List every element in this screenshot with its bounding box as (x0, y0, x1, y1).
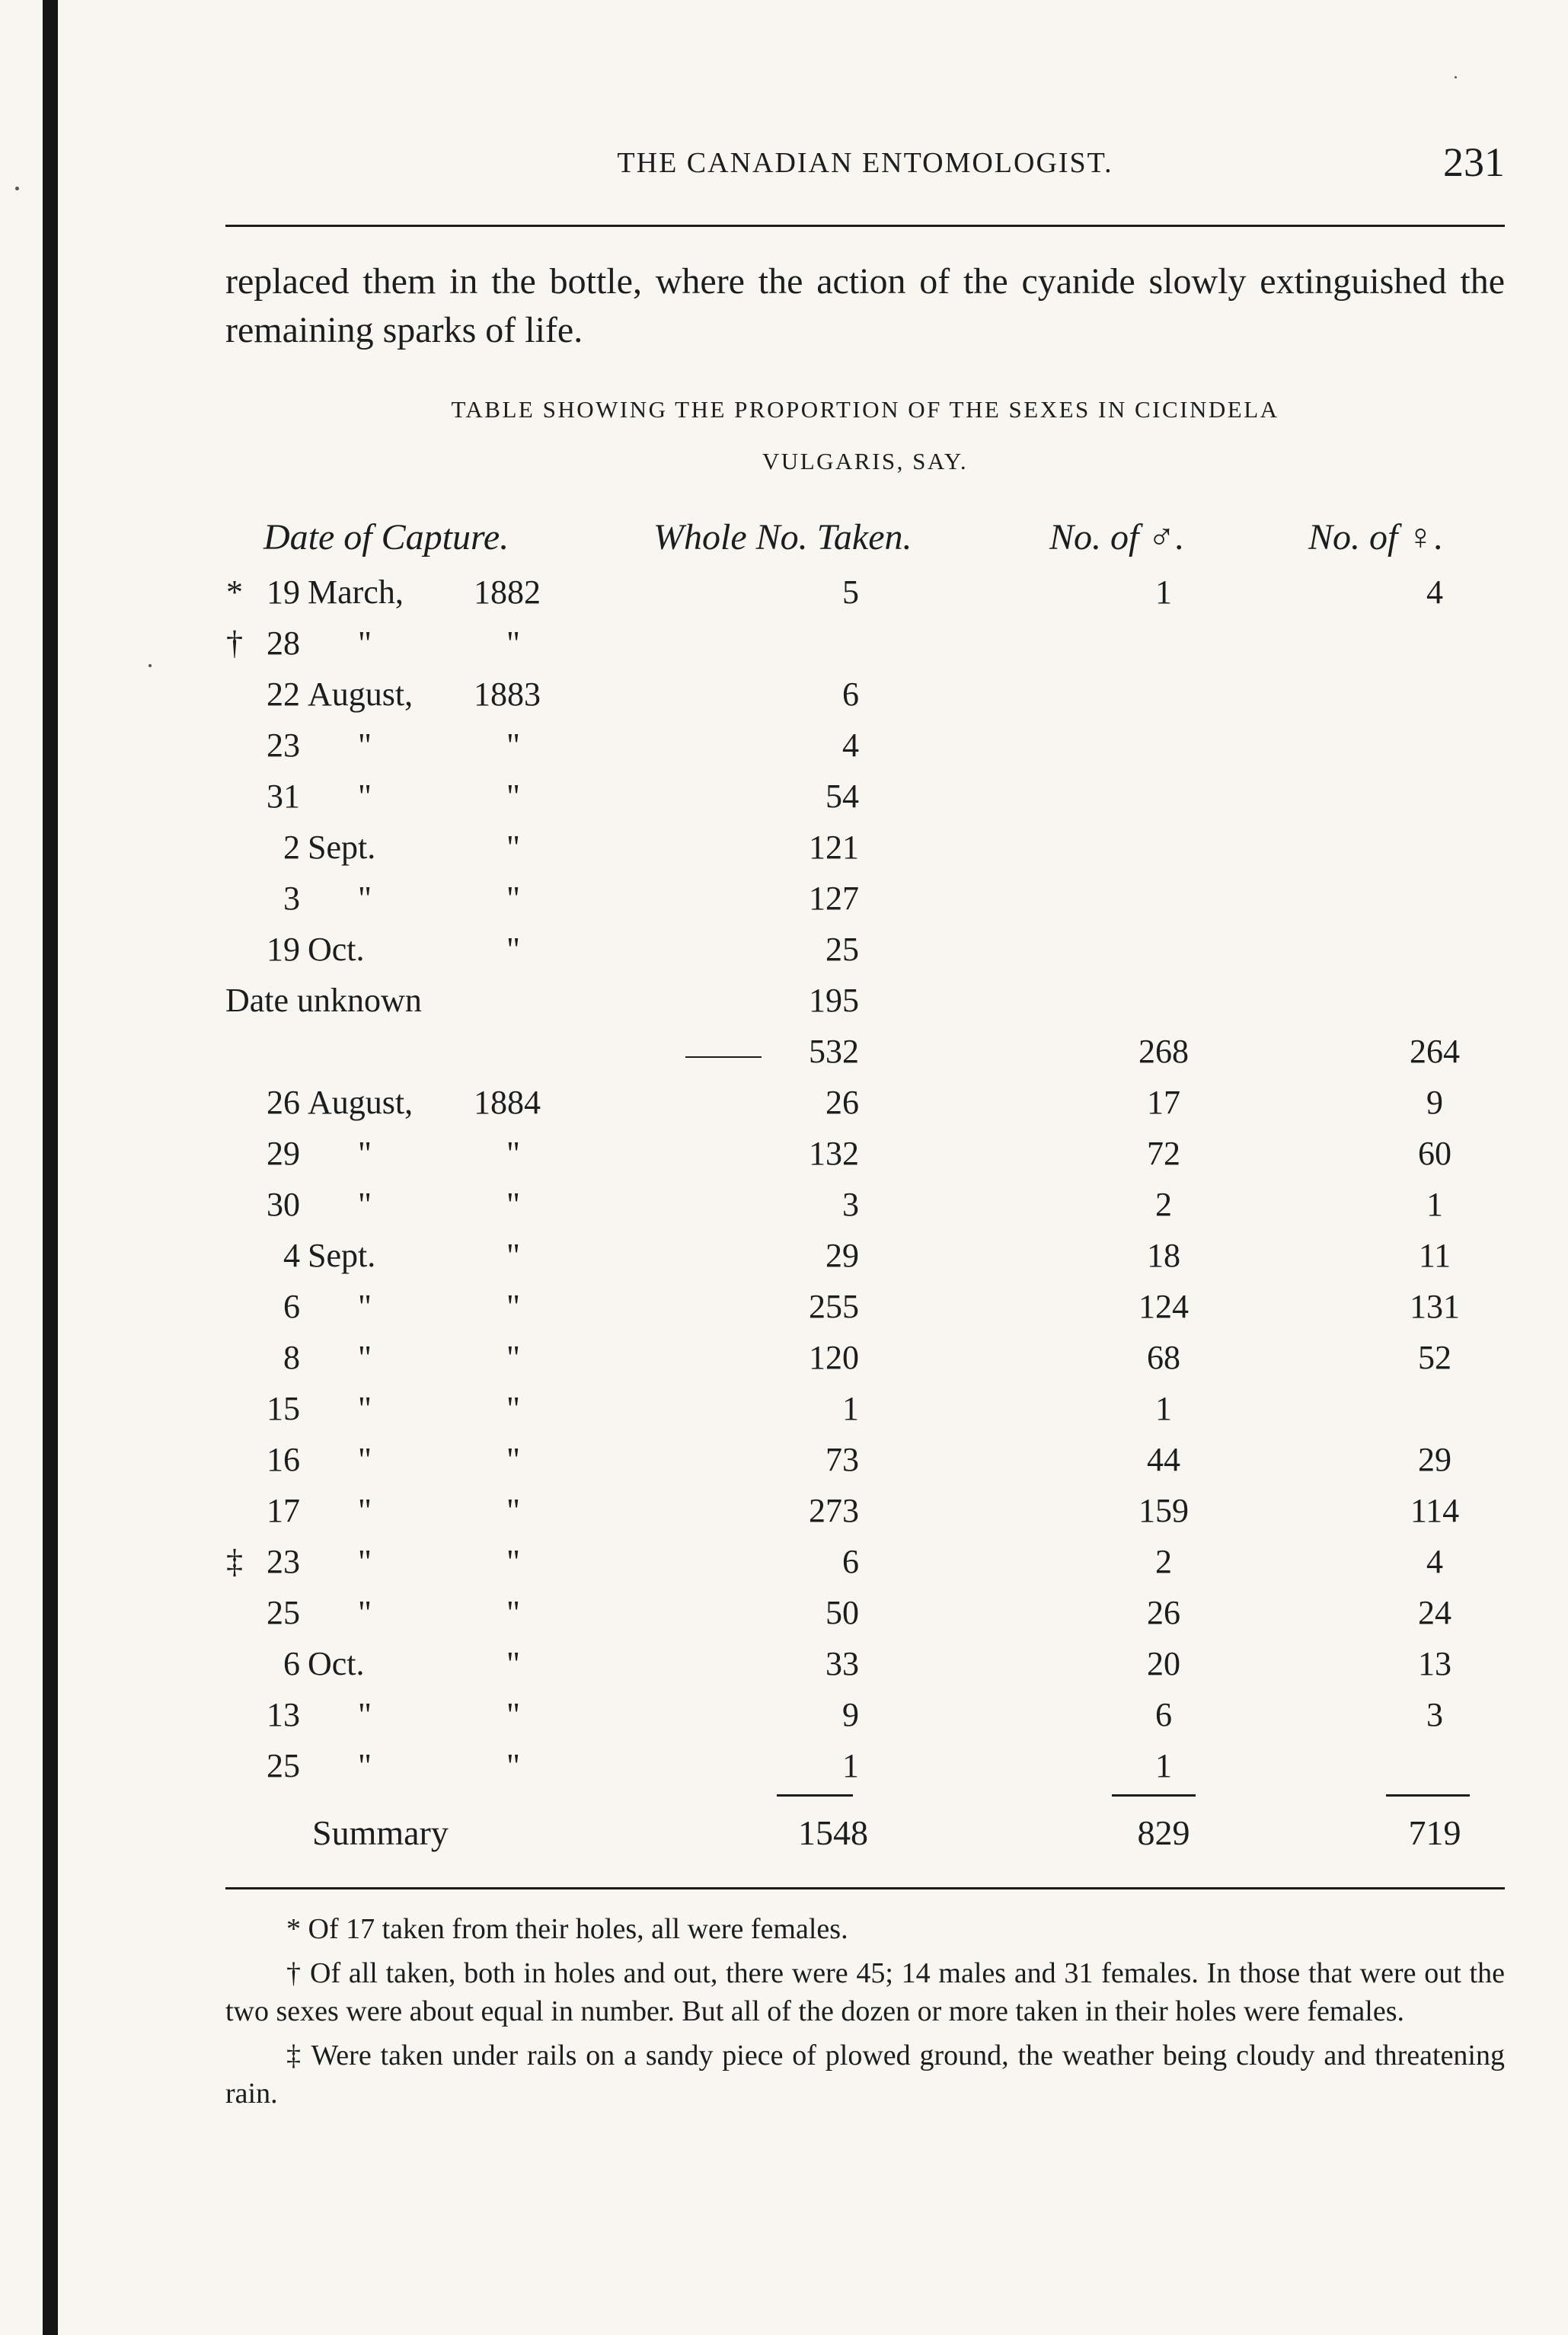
cell-whole: 1 (842, 1390, 859, 1427)
cell-year: " (506, 1237, 520, 1274)
cell-whole: 132 (809, 1135, 859, 1172)
table-row (0, 726, 1568, 777)
table-row (0, 828, 1568, 879)
table-row (0, 1185, 1568, 1236)
row-label: Date unknown (225, 982, 422, 1019)
table-row (0, 879, 1568, 930)
table-row (0, 624, 1568, 675)
cell-day: 19 (267, 573, 300, 611)
cell-day: 22 (267, 676, 300, 713)
cell-males: 2 (1155, 1186, 1172, 1223)
ink-speck (1455, 76, 1457, 78)
cell-year: " (506, 624, 520, 662)
footnote-1: * Of 17 taken from their holes, all were females. (286, 1913, 848, 1945)
cell-females: 11 (1418, 1237, 1451, 1274)
table-row (0, 1491, 1568, 1542)
cell-year: 1883 (474, 676, 541, 713)
cell-whole: 4 (842, 727, 859, 764)
page-number: 231 (1443, 139, 1505, 185)
cell-whole: 26 (826, 1084, 859, 1121)
table-bottom-rule (225, 1887, 1505, 1889)
cell-year: " (506, 1441, 520, 1478)
cell-males: 1 (1155, 1390, 1172, 1427)
cell-females: 52 (1418, 1339, 1451, 1376)
cell-month: August, (308, 676, 414, 713)
cell-whole: 50 (826, 1594, 859, 1631)
subtotal-row (0, 1032, 1568, 1083)
page-header (225, 139, 1505, 192)
cell-females: 1 (1426, 1186, 1443, 1223)
table-row (0, 1695, 1568, 1746)
cell-day: 16 (267, 1441, 300, 1478)
cell-year: " (506, 1543, 520, 1580)
table-row (0, 777, 1568, 828)
cell-whole: 9 (842, 1696, 859, 1733)
cell-whole: 3 (842, 1186, 859, 1223)
cell-males: 1 (1155, 573, 1172, 611)
cell-females: 4 (1426, 573, 1443, 611)
cell-day: 6 (283, 1645, 300, 1682)
cell-males: 17 (1147, 1084, 1180, 1121)
cell-females: 264 (1410, 1033, 1460, 1070)
header-rule (225, 225, 1505, 227)
table-body (0, 573, 1568, 1797)
table-caption-line-1: TABLE SHOWING THE PROPORTION OF THE SEXES IN CICINDELA (451, 396, 1279, 423)
cell-year: 1884 (474, 1084, 541, 1121)
cell-year: " (506, 1645, 520, 1682)
ink-speck (15, 187, 19, 190)
cell-day: 26 (267, 1084, 300, 1121)
cell-month: " (358, 1186, 372, 1223)
cell-year: " (506, 1135, 520, 1172)
cell-males: 72 (1147, 1135, 1180, 1172)
column-header-males: No. of ♂. (1049, 517, 1185, 557)
summary-rule-whole (777, 1794, 853, 1797)
summary-label: Summary (312, 1813, 449, 1852)
cell-day: 4 (283, 1237, 300, 1274)
cell-year: " (506, 880, 520, 917)
cell-month: " (358, 1339, 372, 1376)
cell-whole: 120 (809, 1339, 859, 1376)
cell-whole: 29 (826, 1237, 859, 1274)
cell-males: 18 (1147, 1237, 1180, 1274)
cell-whole: 33 (826, 1645, 859, 1682)
cell-month: August, (308, 1084, 414, 1121)
footnote-mark: † (226, 624, 243, 662)
cell-year: " (506, 1696, 520, 1733)
footnote-3: ‡ Were taken under rails on a sandy piece of plowed ground, the weather being cloudy and threatening rain. (225, 2040, 1505, 2110)
cell-day: 25 (267, 1747, 300, 1784)
cell-males: 20 (1147, 1645, 1180, 1682)
cell-month: Sept. (308, 1237, 376, 1274)
cell-month: Sept. (308, 829, 376, 866)
cell-year: " (506, 1492, 520, 1529)
cell-males: 268 (1138, 1033, 1189, 1070)
cell-year: " (506, 1339, 520, 1376)
table-row (0, 1134, 1568, 1185)
cell-month: " (358, 1492, 372, 1529)
cell-year: " (506, 727, 520, 764)
table-row (0, 1542, 1568, 1593)
cell-females: 24 (1418, 1594, 1451, 1631)
cell-whole: 195 (809, 982, 859, 1019)
cell-year: " (506, 1186, 520, 1223)
cell-month: March, (308, 573, 404, 611)
column-header-whole: Whole No. Taken. (653, 517, 912, 557)
cell-day: 23 (267, 727, 300, 764)
cell-day: 6 (283, 1288, 300, 1325)
cell-month: " (358, 1747, 372, 1784)
table-row (0, 1287, 1568, 1338)
cell-whole: 121 (809, 829, 859, 866)
table-row (0, 1746, 1568, 1797)
table-row (0, 1389, 1568, 1440)
cell-males: 124 (1138, 1288, 1189, 1325)
table-row (0, 1236, 1568, 1287)
cell-month: " (358, 1594, 372, 1631)
table-row (0, 1644, 1568, 1695)
cell-day: 31 (267, 778, 300, 815)
cell-day: 17 (267, 1492, 300, 1529)
cell-females: 60 (1418, 1135, 1451, 1172)
cell-month: " (358, 1390, 372, 1427)
cell-males: 1 (1155, 1747, 1172, 1784)
summary-males: 829 (1137, 1813, 1190, 1852)
footnotes (225, 1910, 1505, 2119)
cell-whole: 532 (809, 1033, 859, 1070)
running-title: THE CANADIAN ENTOMOLOGIST. (617, 147, 1113, 179)
table-row (0, 573, 1568, 624)
cell-males: 2 (1155, 1543, 1172, 1580)
cell-females: 3 (1426, 1696, 1443, 1733)
cell-month: " (358, 1696, 372, 1733)
cell-month: " (358, 778, 372, 815)
cell-month: " (358, 727, 372, 764)
table-row (0, 1440, 1568, 1491)
table-row (0, 1593, 1568, 1644)
cell-day: 25 (267, 1594, 300, 1631)
cell-whole: 273 (809, 1492, 859, 1529)
summary-rule-females (1386, 1794, 1470, 1797)
table-row (0, 1338, 1568, 1389)
cell-month: Oct. (308, 1645, 365, 1682)
subtotal-dash (685, 1056, 762, 1058)
summary-whole: 1548 (798, 1813, 868, 1852)
cell-males: 159 (1138, 1492, 1189, 1529)
cell-day: 3 (283, 880, 300, 917)
cell-month: " (358, 1543, 372, 1580)
cell-year: " (506, 1747, 520, 1784)
cell-whole: 127 (809, 880, 859, 917)
cell-month: " (358, 1288, 372, 1325)
summary-row (0, 1813, 1568, 1866)
cell-whole: 6 (842, 676, 859, 713)
cell-month: " (358, 1441, 372, 1478)
cell-year: " (506, 829, 520, 866)
summary-females: 719 (1408, 1813, 1461, 1852)
table-row (0, 930, 1568, 981)
cell-month: " (358, 880, 372, 917)
footnote-mark: * (226, 573, 243, 611)
cell-year: " (506, 1390, 520, 1427)
cell-month: " (358, 624, 372, 662)
cell-whole: 73 (826, 1441, 859, 1478)
cell-whole: 25 (826, 931, 859, 968)
cell-females: 4 (1426, 1543, 1443, 1580)
summary-rules (0, 1794, 1568, 1799)
table-row (0, 675, 1568, 726)
summary-rule-males (1112, 1794, 1196, 1797)
cell-males: 68 (1147, 1339, 1180, 1376)
cell-whole: 54 (826, 778, 859, 815)
cell-day: 19 (267, 931, 300, 968)
cell-whole: 255 (809, 1288, 859, 1325)
cell-whole: 1 (842, 1747, 859, 1784)
cell-year: " (506, 1288, 520, 1325)
cell-females: 114 (1410, 1492, 1460, 1529)
column-header-date: Date of Capture. (263, 517, 509, 557)
table-row (0, 1083, 1568, 1134)
cell-day: 8 (283, 1339, 300, 1376)
cell-females: 13 (1418, 1645, 1451, 1682)
cell-year: 1882 (474, 573, 541, 611)
cell-males: 6 (1155, 1696, 1172, 1733)
cell-whole: 6 (842, 1543, 859, 1580)
cell-day: 15 (267, 1390, 300, 1427)
cell-day: 2 (283, 829, 300, 866)
cell-day: 23 (267, 1543, 300, 1580)
cell-day: 28 (267, 624, 300, 662)
footnote-mark: ‡ (226, 1543, 243, 1580)
column-header-females: No. of ♀. (1308, 517, 1444, 557)
cell-year: " (506, 1594, 520, 1631)
cell-males: 26 (1147, 1594, 1180, 1631)
cell-females: 131 (1410, 1288, 1460, 1325)
cell-month: Oct. (308, 931, 365, 968)
table-row (0, 981, 1568, 1032)
table-caption-line-2: VULGARIS, SAY. (762, 448, 969, 474)
cell-month: " (358, 1135, 372, 1172)
cell-day: 13 (267, 1696, 300, 1733)
cell-day: 30 (267, 1186, 300, 1223)
cell-males: 44 (1147, 1441, 1180, 1478)
intro-paragraph: replaced them in the bottle, where the action of the cyanide slowly extinguished the remaining sparks of life. (225, 261, 1505, 350)
cell-females: 9 (1426, 1084, 1443, 1121)
cell-day: 29 (267, 1135, 300, 1172)
cell-year: " (506, 931, 520, 968)
footnote-2: † Of all taken, both in holes and out, there were 45; 14 males and 31 females. In those that were out the two sexes were about equal in number. But all of the dozen or more taken in their holes were females. (225, 1957, 1505, 2027)
cell-females: 29 (1418, 1441, 1451, 1478)
cell-whole: 5 (842, 573, 859, 611)
cell-year: " (506, 778, 520, 815)
